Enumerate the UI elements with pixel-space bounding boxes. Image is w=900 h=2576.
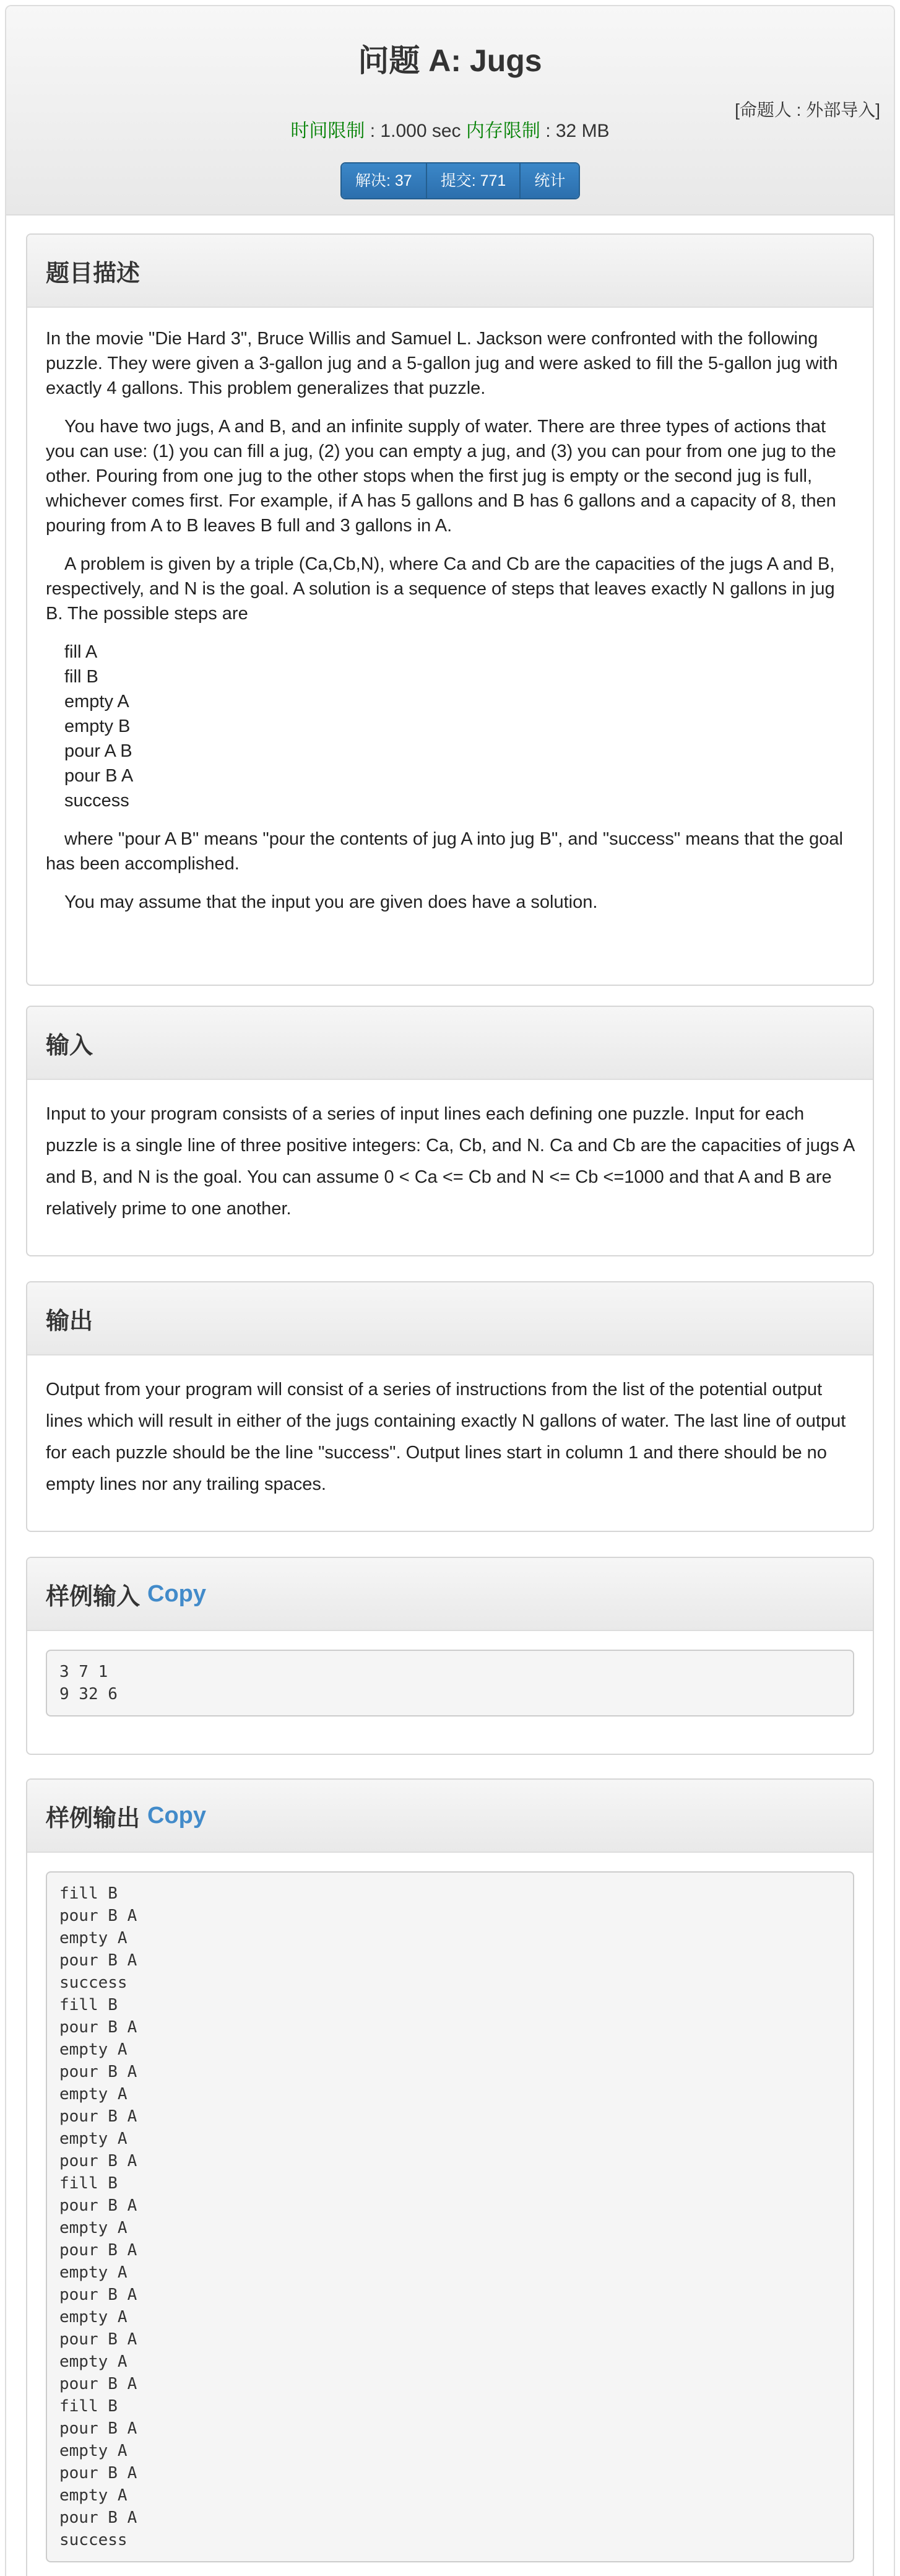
input-heading: 输入 xyxy=(27,1007,873,1080)
problem-page xyxy=(5,5,895,2576)
copy-sample-output-link[interactable]: Copy xyxy=(147,1802,207,1829)
description-panel xyxy=(26,233,874,986)
step-item: fill B xyxy=(64,667,98,687)
problem-button-group xyxy=(340,162,580,199)
submit-button[interactable]: 提交: 771 xyxy=(427,163,521,198)
step-item: success xyxy=(64,791,129,811)
sample-output-heading xyxy=(27,1780,873,1853)
copy-sample-input-link[interactable]: Copy xyxy=(147,1580,207,1607)
output-panel xyxy=(26,1281,874,1532)
step-item: empty A xyxy=(64,692,129,711)
possible-steps-list xyxy=(46,640,854,813)
sample-input-heading xyxy=(27,1558,873,1631)
output-heading: 输出 xyxy=(27,1282,873,1355)
description-paragraph: You have two jugs, A and B, and an infinite supply of water. There are three types of actions that you can use: (1) you can fill a jug, (2) you can empty a jug, and (3) you can pour from one jug to the other. Pouring from one jug to the other stops when the first jug is empty or the second jug is full, whichever comes first. For example, if A has 5 gallons and B has 6 gallons and a capacity of 8, then pouring from A to B leaves B full and 3 gallons in A. xyxy=(46,417,836,536)
description-paragraph: You may assume that the input you are given does have a solution. xyxy=(64,892,598,912)
problem-title: 问题 A: Jugs xyxy=(358,43,542,78)
sample-output-panel xyxy=(26,1778,874,2576)
step-item: fill A xyxy=(64,642,98,662)
input-panel xyxy=(26,1006,874,1256)
sample-input-body xyxy=(27,1631,873,1717)
sample-output-body xyxy=(27,1853,873,2562)
description-body xyxy=(27,308,873,915)
problem-header xyxy=(6,6,894,215)
description-paragraph: In the movie "Die Hard 3", Bruce Willis and Samuel L. Jackson were confronted with the following puzzle. They were given a 3-gallon jug and a 5-gallon jug and were asked to fill the 5-gallon jug with exactly 4 gallons. This problem generalizes that puzzle. xyxy=(46,329,838,398)
description-paragraph: A problem is given by a triple (Ca,Cb,N), where Ca and Cb are the capacities of the jugs A and B, respectively, and N is the goal. A solution is a sequence of steps that leaves exactly N gallons in jug B. The possible steps are xyxy=(46,554,835,624)
time-limit-value: : 1.000 sec xyxy=(365,121,466,141)
output-body xyxy=(27,1355,873,1500)
sample-input-panel xyxy=(26,1557,874,1755)
output-description: Output from your program will consist of a series of instructions from the list of the potential output lines which will result in either of the jugs containing exactly N gallons of water. The last line of output for each puzzle should be the line "success". Output lines start in column 1 and there should be no empty lines nor any trailing spaces. xyxy=(46,1380,846,1494)
problem-author: [命题人 : 外部导入] xyxy=(735,100,880,120)
memory-limit-label: 内存限制 xyxy=(465,121,540,141)
description-heading: 题目描述 xyxy=(27,235,873,308)
memory-limit-value: : 32 MB xyxy=(540,121,610,141)
sample-output-title: 样例输出 xyxy=(46,1805,141,1832)
step-item: pour A B xyxy=(64,741,132,761)
input-body xyxy=(27,1080,873,1225)
solved-button[interactable]: 解决: 37 xyxy=(342,163,427,198)
description-paragraph: where "pour A B" means "pour the contents of jug A into jug B", and "success" means that the goal has been accomplished. xyxy=(46,829,843,874)
input-description: Input to your program consists of a series of input lines each defining one puzzle. Input for each puzzle is a single line of three positive integers: Ca, Cb, and N. Ca and Cb are the capacities of jugs A and B, and N is the goal. You can assume 0 < Ca <= Cb and N <= Cb <=1000 and that A and B are relatively prime to one another. xyxy=(46,1104,854,1219)
problem-limits xyxy=(6,115,894,142)
sample-input-title: 样例输入 xyxy=(46,1583,141,1610)
sample-output-code: fill B pour B A empty A pour B A success fill B pour B A empty A pour B A empty A pour B A empty A pour B A fill B pour B A empty A pour B A empty A pour B A empty A pour B A empty A pour B A fill B pour B A empty A pour B A empty A pour B A success xyxy=(46,1871,854,2562)
time-limit-label: 时间限制 xyxy=(290,121,365,141)
step-item: pour B A xyxy=(64,766,134,786)
stats-button[interactable]: 统计 xyxy=(521,163,579,198)
step-item: empty B xyxy=(64,716,131,736)
sample-input-code: 3 7 1 9 32 6 xyxy=(46,1650,854,1717)
